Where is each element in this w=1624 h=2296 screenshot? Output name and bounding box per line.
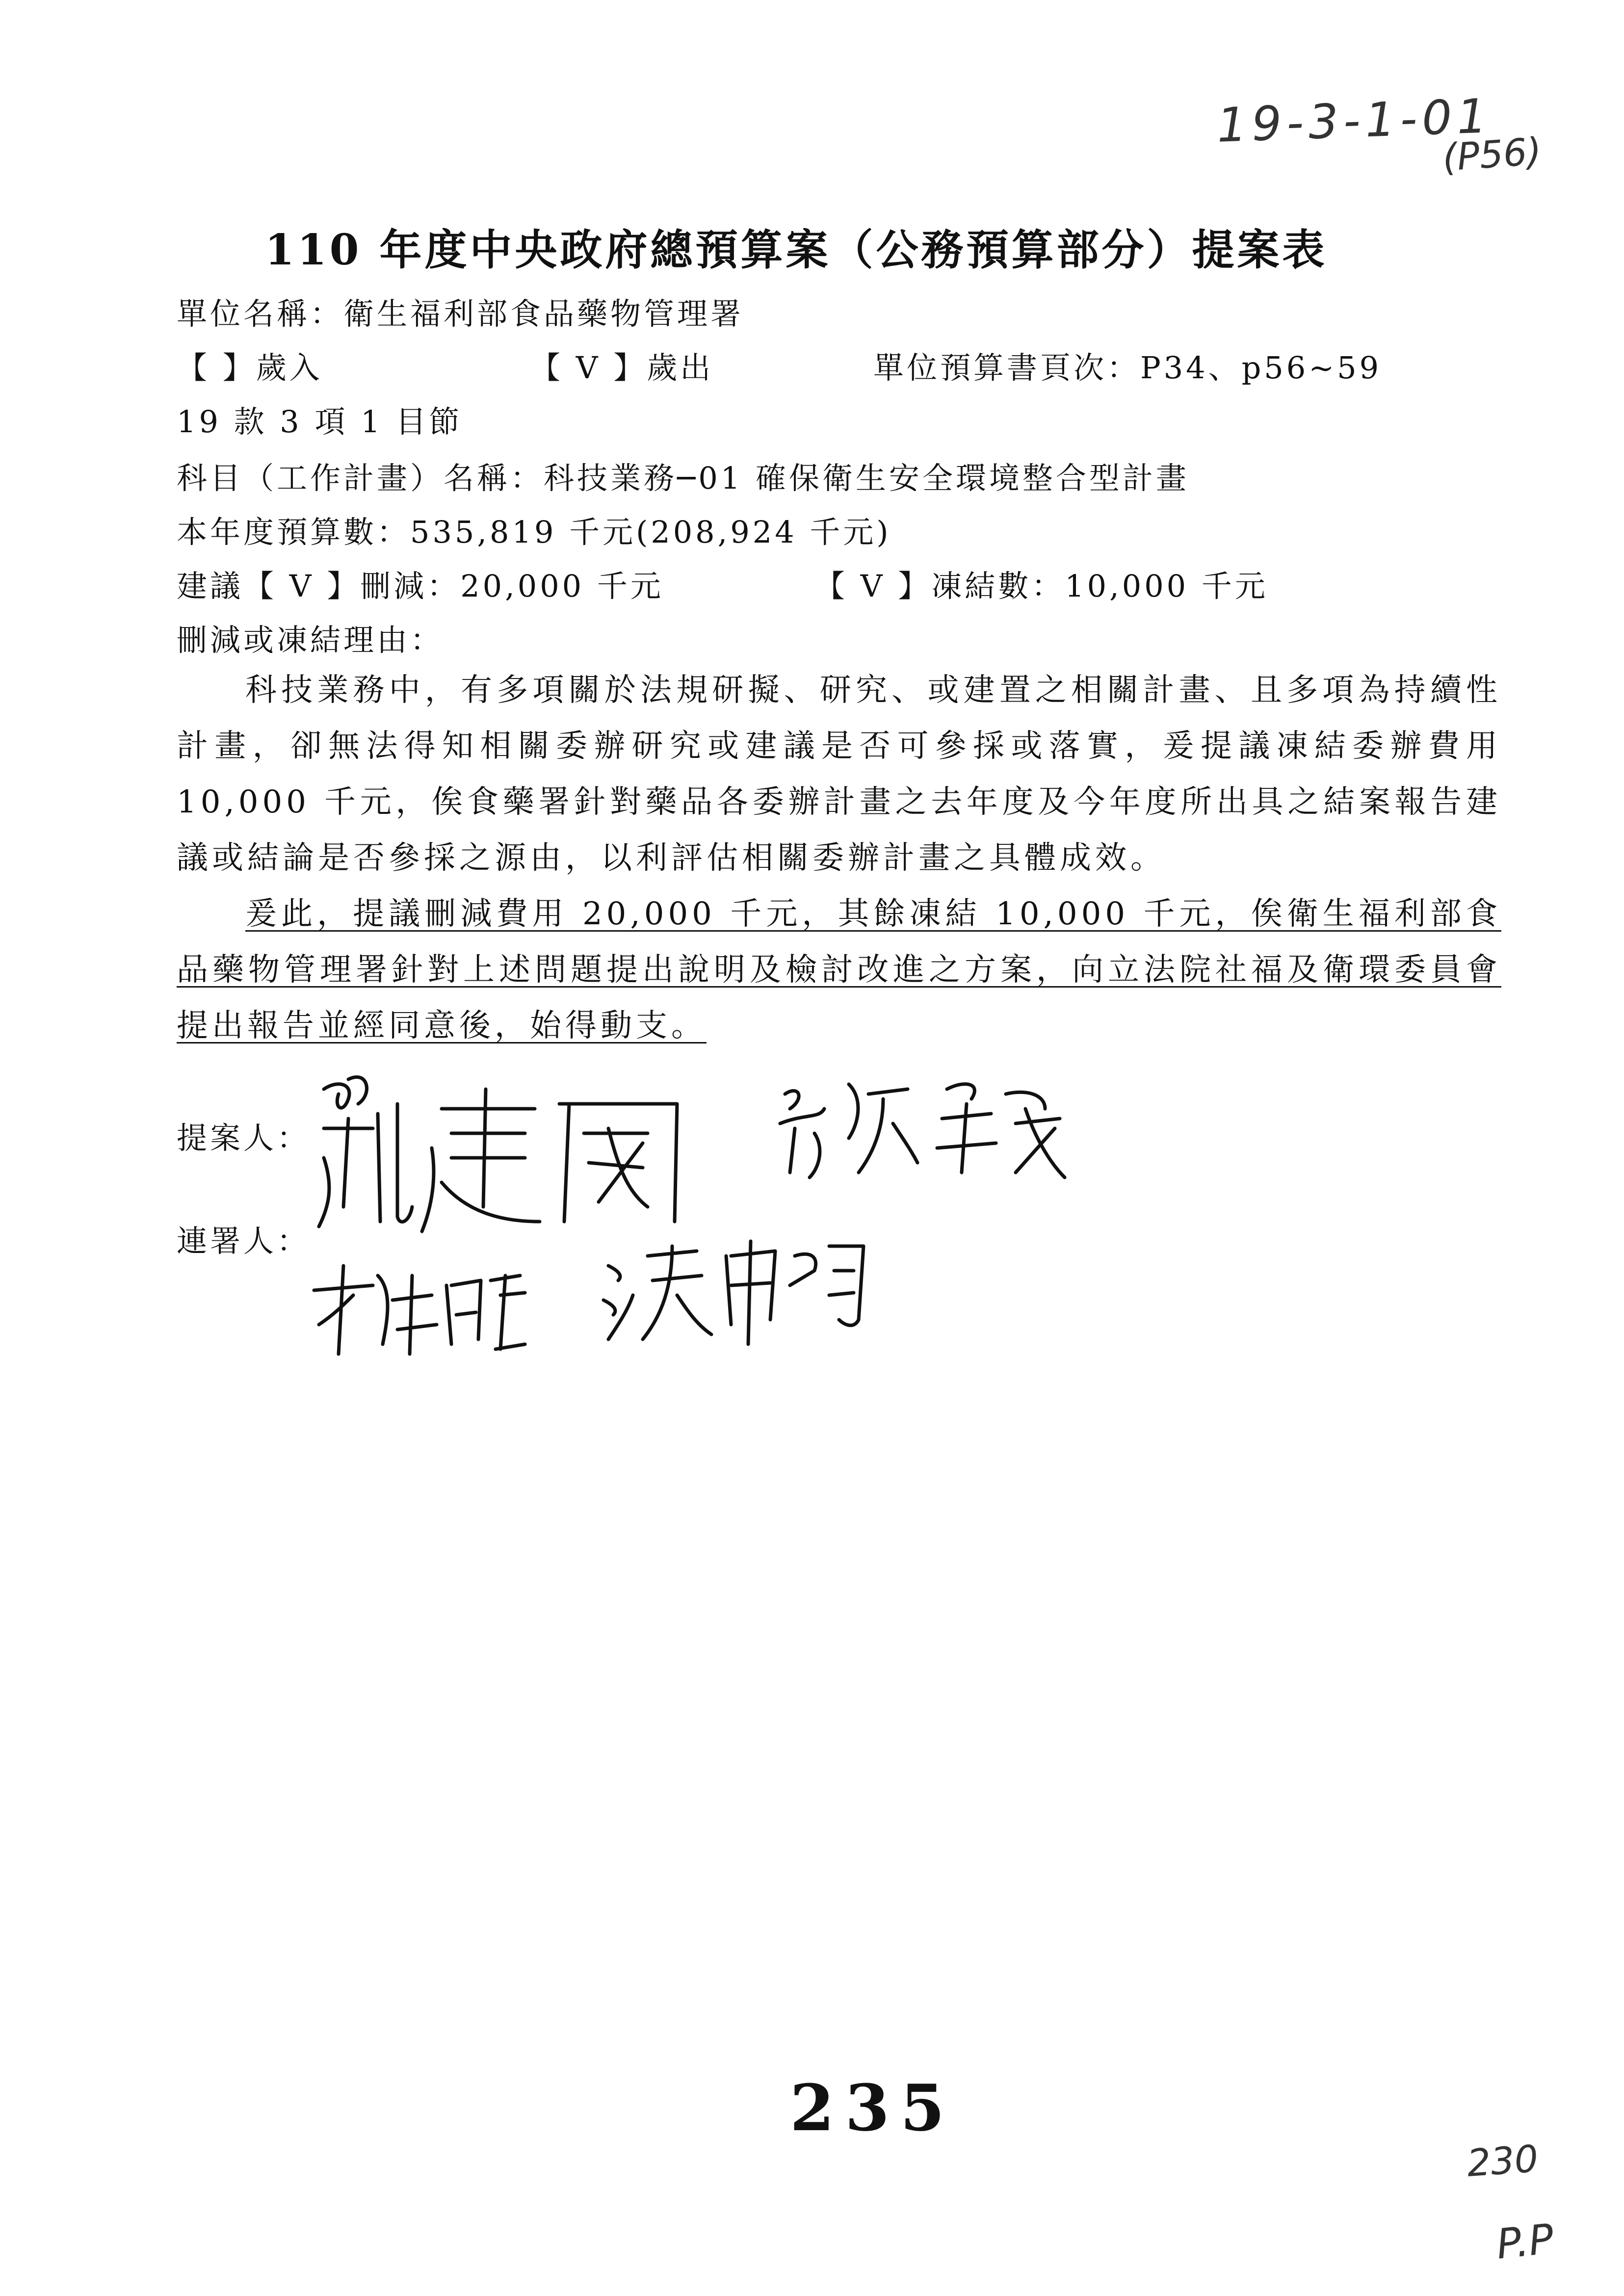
suggested-cut: 建議【 V 】刪減：20,000 千元: [177, 568, 664, 604]
subject-name: 科目（工作計畫）名稱：科技業務─01 確保衛生安全環境整合型計畫: [177, 460, 1189, 496]
budget-page-reference: 單位預算書頁次：P34、p56~59: [873, 350, 1382, 386]
handwritten-file-code: 19-3-1-01: [1216, 88, 1493, 153]
page-number: 235: [790, 2070, 956, 2145]
budget-amount: 本年度預算數：535,819 千元(208,924 千元): [177, 514, 891, 550]
proposer-label: 提案人：: [177, 1120, 311, 1156]
revenue-checkbox: 【 】歲入: [177, 350, 323, 386]
cosigner-label: 連署人：: [177, 1223, 311, 1259]
cosigner-signature-2: [599, 1226, 873, 1349]
suggested-freeze: 【 V 】凍結數：10,000 千元: [814, 568, 1268, 604]
reason-label: 刪減或凍結理由：: [177, 622, 444, 658]
proposer-signature-1: [304, 1060, 697, 1246]
cosigner-signature-1: [304, 1246, 530, 1359]
proposer-signature-2: [770, 1065, 1074, 1187]
section-code: 19 款 3 項 1 目節: [177, 404, 463, 440]
handwritten-bottom-scribble: P.P: [1494, 2215, 1556, 2269]
expenditure-checkbox: 【 V 】歲出: [530, 350, 714, 386]
handwritten-bottom-number: 230: [1466, 2137, 1540, 2185]
handwritten-page-note: (P56): [1441, 129, 1543, 180]
unit-name: 單位名稱：衛生福利部食品藥物管理署: [177, 296, 744, 332]
reason-paragraph-2: 爰此，提議刪減費用 20,000 千元，其餘凍結 10,000 千元，俟衛生福利部食品藥物管理署針對上述問題提出說明及檢討改進之方案，向立法院社福及衛環委員會提出報告並經同意後，始得動支。: [177, 896, 1501, 1044]
reason-paragraph-1: 科技業務中，有多項關於法規研擬、研究、或建置之相關計畫、且多項為持續性計畫，卻無法得知相關委辦研究或建議是否可參採或落實，爰提議凍結委辦費用 10,000 千元，俟食藥署針對藥品各委辦計畫之去年度及今年度所出具之結案報告建議或結論是否參採之源由，以利評估相關委辦計畫之具體成效。: [177, 672, 1501, 876]
document-title: 110 年度中央政府總預算案（公務預算部分）提案表: [265, 225, 1328, 275]
reason-body: [177, 662, 1501, 1054]
